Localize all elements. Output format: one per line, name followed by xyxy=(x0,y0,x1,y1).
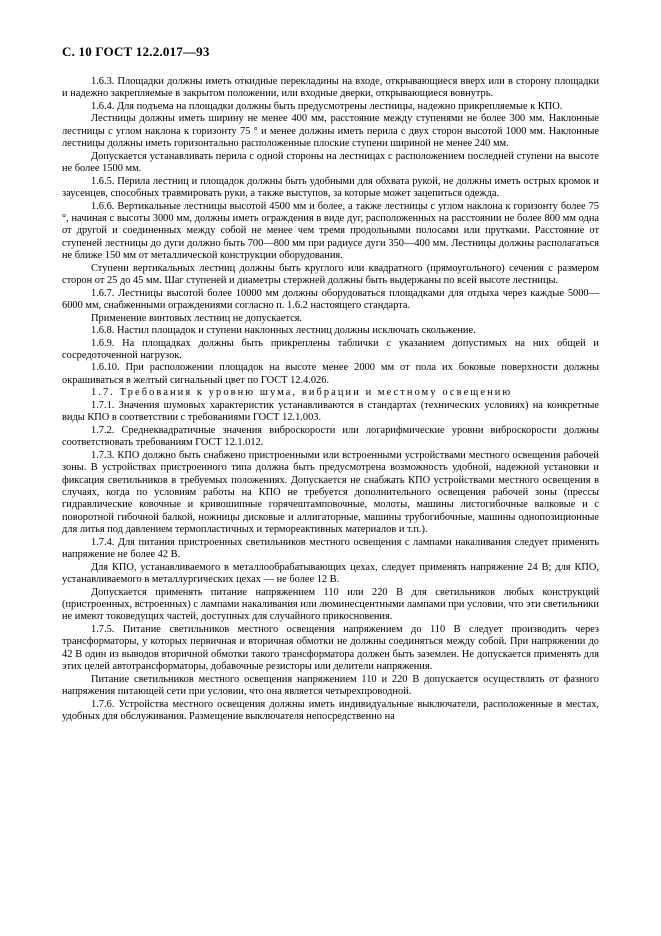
paragraph-ladder-width: Лестницы должны иметь ширину не менее 400 мм, расстояние между ступенями не более 300 мм. Наклонные лестницы с углом наклона к горизонту 75 ° и менее должны иметь перила с двух сторон высотой 1000 мм. Наклонные лестницы должны иметь горизонтально расположенные плоские ступени шириной не менее 240 мм. xyxy=(62,113,599,150)
paragraph-1-7-5: 1.7.5. Питание светильников местного освещения напряжением до 110 В следует производить через трансформаторы, у которых первичная и вторичная обмотки не должны соединяться между собой. При напряжении до 42 В один из выводов вторичной обмотки такого трансформатора должен быть заземлен. Не допускается применять для этих целей автотрансформаторы, добавочные резисторы или делители напряжения. xyxy=(62,623,599,673)
paragraph-1-6-9: 1.6.9. На площадках должны быть прикреплены таблички с указанием допустимых на них общей и сосредоточенной нагрузок. xyxy=(62,337,599,361)
paragraph-1-6-10: 1.6.10. При расположении площадок на высоте менее 2000 мм от пола их боковые поверхности должны окрашиваться в желтый сигнальный цвет по ГОСТ 12.4.026. xyxy=(62,362,599,386)
paragraph-1-6-7: 1.6.7. Лестницы высотой более 10000 мм должны оборудоваться площадками для отдыха через каждые 5000—6000 мм, снабженными ограждениями согласно п. 1.6.2 настоящего стандарта. xyxy=(62,287,599,312)
paragraph-1-7-4: 1.7.4. Для питания пристроенных светильников местного освещения с лампами накаливания следует применять напряжение не более 42 В. xyxy=(62,536,599,561)
document-body xyxy=(62,76,599,724)
paragraph-1-6-5: 1.6.5. Перила лестниц и площадок должны быть удобными для обхвата рукой, не должны иметь острых кромок и заусенцев, способных травмировать руки, а также выступов, за которые может зацепиться одежда. xyxy=(62,175,599,200)
paragraph-110-220-allowed: Допускается применять питание напряжением 110 или 220 В для светильников любых конструкций (пристроенных, встроенных) с лампами накаливания или люминесцентными лампами при условии, что эти светильники не имеют токоведущих частей, доступных для случайного прикосновения. xyxy=(62,586,599,623)
paragraph-voltage-shops: Для КПО, устанавливаемого в металлообрабатывающих цехах, следует применять напряжение 24 В; для КПО, устанавливаемого в металлургических цехах — не более 12 В. xyxy=(62,561,599,586)
paragraph-1-6-6: 1.6.6. Вертикальные лестницы высотой 4500 мм и более, а также лестницы с углом наклона к горизонту более 75 °, начиная с высоты 3000 мм, должны иметь ограждения в виде дуг, расположенных на расстоянии не более 800 мм одна от другой и соединенных между собой не менее чем тремя продольными полосами или прутками. Расстояние от ступеней лестницы до дуги должно быть 700—800 мм при радиусе дуги 350—400 мм. Лестницы должны располагаться не ближе 150 мм от металлической конструкции оборудования. xyxy=(62,200,599,262)
paragraph-1-6-8: 1.6.8. Настил площадок и ступени наклонных лестниц должны исключать скольжение. xyxy=(91,325,476,337)
running-head: С. 10 ГОСТ 12.2.017—93 xyxy=(62,44,210,59)
paragraph-one-side-railing: Допускается устанавливать перила с одной стороны на лестницах с расположением последней ступени на высоте не более 1500 мм. xyxy=(62,150,599,175)
paragraph-1-7-2: 1.7.2. Среднеквадратичные значения виброскорости или логарифмические уровни виброскорости должны соответствовать требованиям ГОСТ 12.1.012. xyxy=(62,424,599,449)
section-heading-1-7: 1.7. Требования к уровню шума, вибрации и местному освещению xyxy=(91,387,513,399)
paragraph-phase-voltage: Питание светильников местного освещения напряжением 110 и 220 В допускается осуществлять от фазного напряжения питающей сети при условии, что она является четырехпроводной. xyxy=(62,673,599,698)
paragraph-1-7-1: 1.7.1. Значения шумовых характеристик устанавливаются в стандартах (технических условиях) на конкретные виды КПО в соответствии с требованиями ГОСТ 12.1.003. xyxy=(62,399,599,424)
paragraph-1-7-6: 1.7.6. Устройства местного освещения должны иметь индивидуальные выключатели, расположенные в местах, удобных для обслуживания. Размещение выключателя непосредственно на xyxy=(62,698,599,723)
paragraph-1-6-3: 1.6.3. Площадки должны иметь откидные перекладины на входе, открывающиеся вверх или в сторону площадки и надежно закрепляемые в закрытом положении, или входные дверки, открывающиеся вовнутрь. xyxy=(62,76,599,100)
paragraph-spiral-stairs: Применение винтовых лестниц не допускается. xyxy=(91,312,303,324)
paragraph-1-6-4: 1.6.4. Для подъема на площадки должны быть предусмотрены лестницы, надежно прикрепляемые к КПО. xyxy=(91,100,563,112)
paragraph-1-7-3: 1.7.3. КПО должно быть снабжено пристроенными или встроенными устройствами местного освещения рабочей зоны. В устройствах пристроенного типа должна быть предусмотрена возможность удобной, надежной установки и фиксация светильников в требуемых положениях. Допускается не снабжать КПО устройствами местного освещения в случаях, когда по условиям работы на КПО не требуется дополнительного освещения рабочей зоны (прессы гидравлические ковочные и кривошипные горячештамповочные, молоты, машины листогибочные валковые и с поворотной гибочной балкой, ножницы дисковые и аллигаторные, машины трубогибочные, машины однопозиционные для литья под давлением термопластичных и термореактивных материалов и т.п.). xyxy=(62,449,599,536)
paragraph-vertical-steps: Ступени вертикальных лестниц должны быть круглого или квадратного (прямоугольного) сечения с размером сторон от 25 до 45 мм. Шаг ступеней и диаметры стержней должны быть выдержаны по всей высоте лестницы. xyxy=(62,262,599,287)
